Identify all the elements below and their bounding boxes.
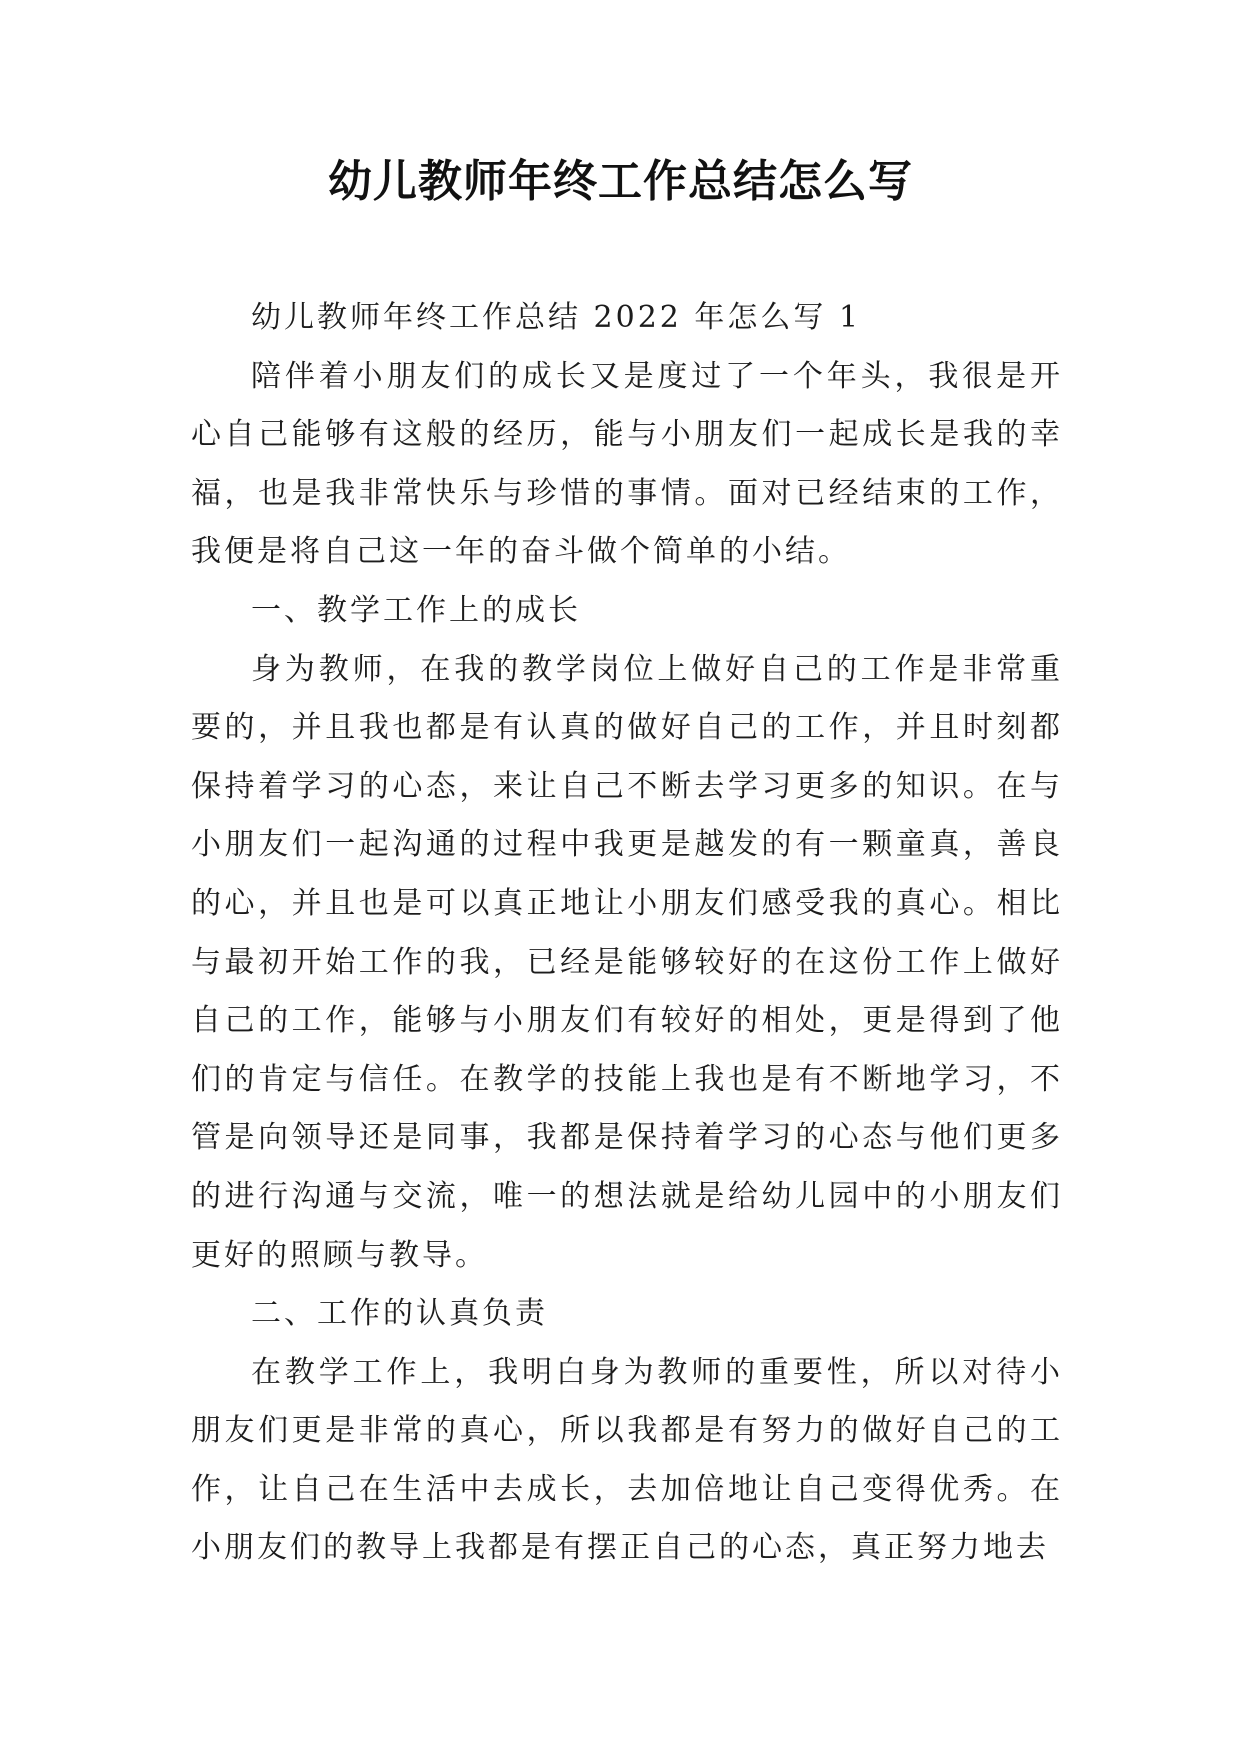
paragraph: 在教学工作上，我明白身为教师的重要性，所以对待小朋友们更是非常的真心，所以我都是有努力的做好自己的工作，让自己在生活中去成长，去加倍地让自己变得优秀。在小朋友们的教导上我都是有摆正自己的心态，真正努力地去	[191, 1354, 1063, 1566]
section-heading: 一、教学工作上的成长	[251, 592, 581, 628]
document-body	[191, 289, 1063, 1578]
section-heading: 二、工作的认真负责	[251, 1296, 548, 1332]
paragraph: 陪伴着小朋友们的成长又是度过了一个年头，我很是开心自己能够有这般的经历，能与小朋友们一起成长是我的幸福，也是我非常快乐与珍惜的事情。面对已经结束的工作，我便是将自己这一年的奋斗做个简单的小结。	[191, 358, 1063, 570]
section-heading: 幼儿教师年终工作总结 2022 年怎么写 1	[251, 300, 862, 335]
paragraph: 身为教师，在我的教学岗位上做好自己的工作是非常重要的，并且我也都是有认真的做好自己的工作，并且时刻都保持着学习的心态，来让自己不断去学习更多的知识。在与小朋友们一起沟通的过程中我更是越发的有一颗童真，善良的心，并且也是可以真正地让小朋友们感受我的真心。相比与最初开始工作的我，已经是能够较好的在这份工作上做好自己的工作，能够与小朋友们有较好的相处，更是得到了他们的肯定与信任。在教学的技能上我也是有不断地学习，不管是向领导还是同事，我都是保持着学习的心态与他们更多的进行沟通与交流，唯一的想法就是给幼儿园中的小朋友们更好的照顾与教导。	[191, 651, 1063, 1273]
document-title: 幼儿教师年终工作总结怎么写	[328, 156, 913, 207]
